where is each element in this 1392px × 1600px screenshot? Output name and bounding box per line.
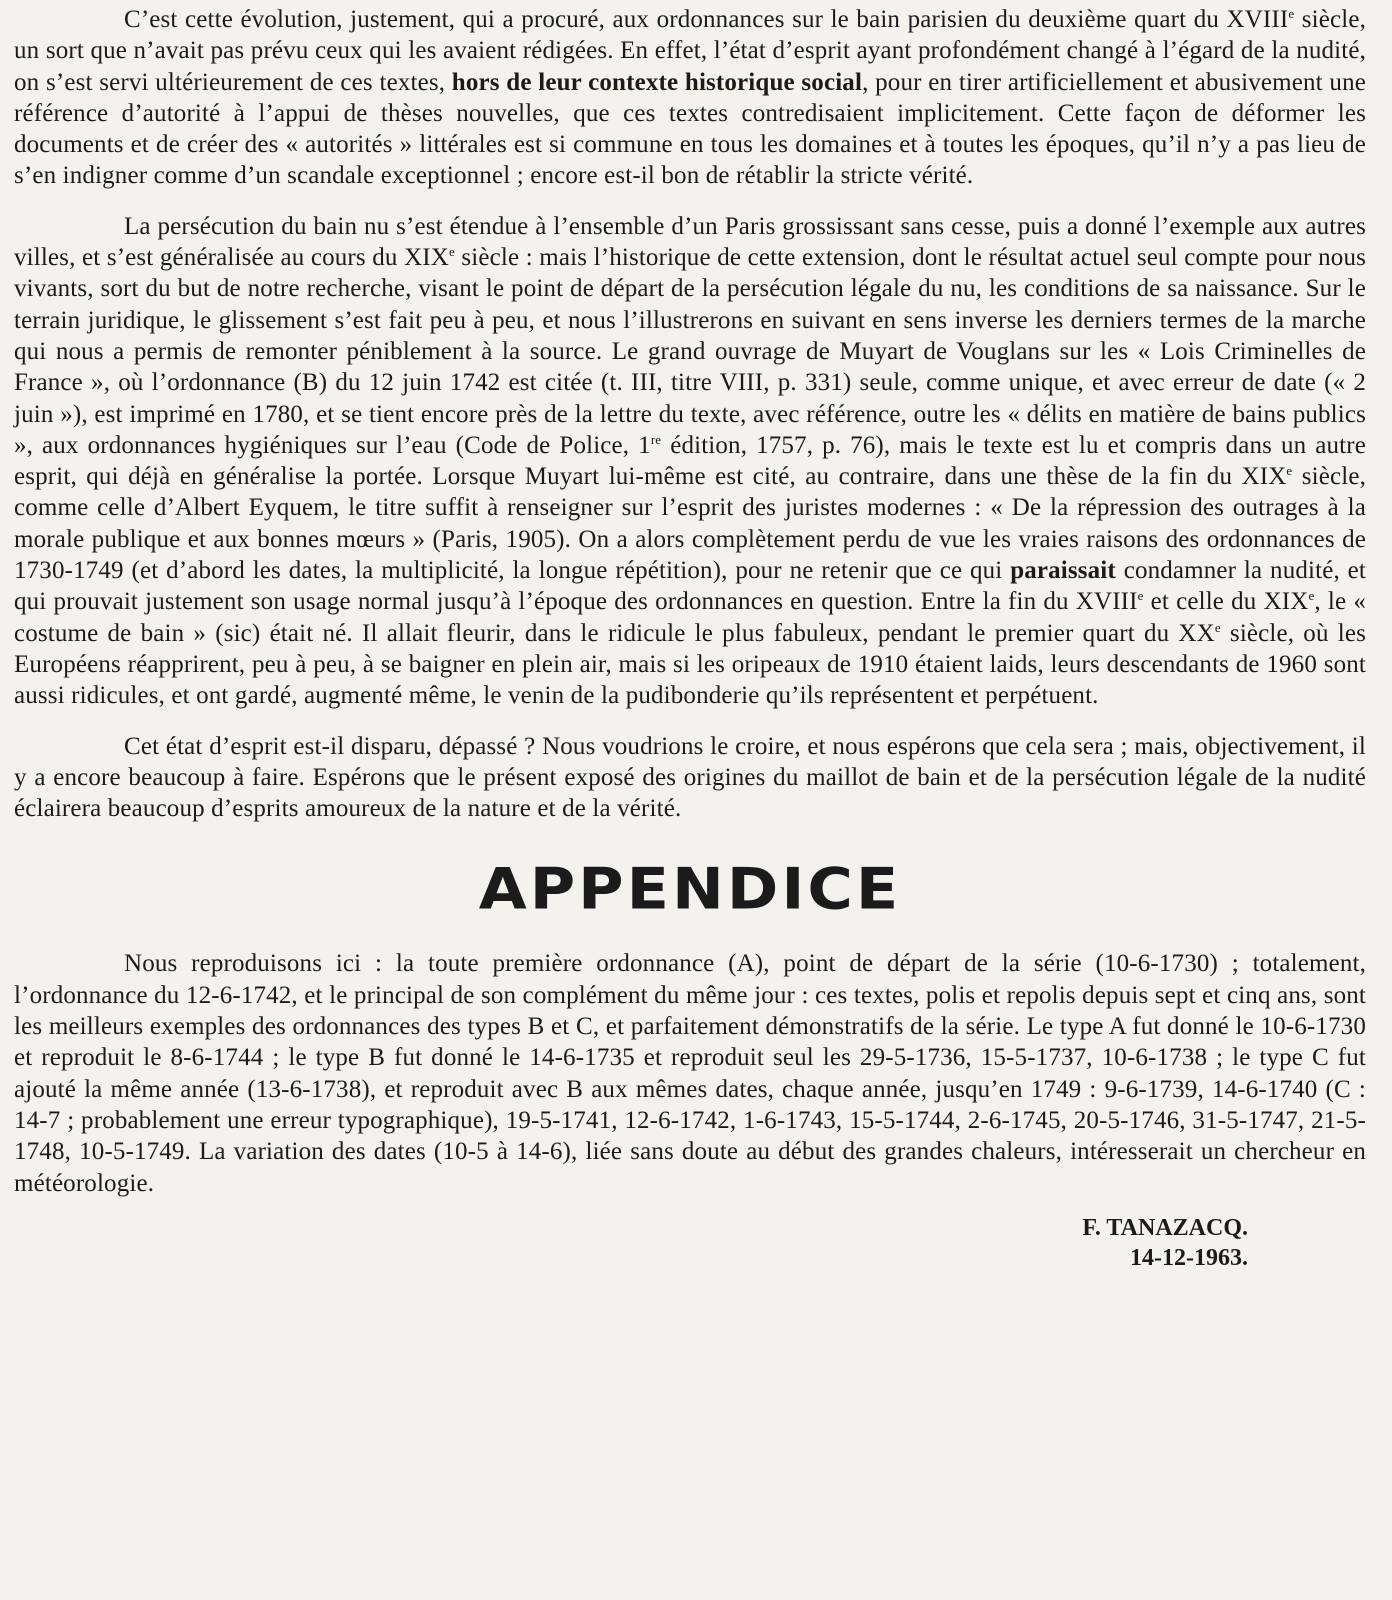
- superscript: e: [1286, 463, 1293, 479]
- paragraph-text: et celle du XIX: [1143, 588, 1309, 616]
- paragraph-text: siècle : mais l’historique de cette extension, dont le résultat actuel seul compte pour nous vivants, sort du but de notre recherche, visant le point de départ de la persécution légale du nu, les conditions de sa naissance. Sur le terrain juridique, le glissement s’est fait peu à peu, et nous l’illustrerons en suivant en sens inverse les derniers termes de la marche qui nous a permis de remonter péniblement à la source. Le grand ouvrage de Muyart de Vouglans sur les « Lois Criminelles de France », où l’ordonnance (B) du 12 juin 1742 est citée (t. III, titre VIII, p. 331) seule, comme unique, et avec erreur de date (« 2 juin »), est imprimé en 1780, et se tient encore près de la lettre du texte, avec référence, outre les « délits en matière de bains publics », aux ordonnances hygiéniques sur l’eau (Code de Police, 1: [14, 244, 1366, 459]
- bold-emphasis: hors de leur contexte historique social: [451, 68, 863, 96]
- superscript: re: [650, 431, 662, 447]
- superscript: e: [448, 244, 455, 260]
- paragraph-text: , pour en tirer artificiellement et abusivement une référence d’autorité à l’appui de thèses nouvelles, que ces textes contredisaient implicitement. Cette façon de déformer les documents et de créer des « autorités » littérales est si commune en tous les domaines et à toutes les époques, qu’il n’y a pas lieu de s’en indigner comme d’un scandale exceptionnel ; encore est-il bon de rétablir la stricte vérité.: [14, 68, 1366, 190]
- paragraph-evolution: [14, 4, 1366, 192]
- author-signature: F. TANAZACQ.: [1082, 1214, 1248, 1241]
- paragraph-persecution: [14, 211, 1366, 712]
- paragraph-text: siècle, comme celle d’Albert Eyquem, le titre suffit à renseigner sur l’esprit des juristes modernes : « De la répression des outrages à la morale publique et aux bonnes mœurs » (Paris, 1905). On a alors complètement perdu de vue les vraies raisons des ordonnances de 1730-1749 (et d’abord les dates, la multiplicité, la longue répétition), pour ne retenir que ce qui: [14, 463, 1366, 585]
- superscript: e: [1137, 588, 1144, 604]
- paragraph-text: Nous reproduisons ici : la toute première ordonnance (A), point de départ de la série (10-6-1730) ; totalement, l’ordonnance du 12-6-1742, et le principal de son complément du même jour : ces textes, polis et repolis depuis sept et cinq ans, sont les meilleurs exemples des ordonnances des types B et C, et parfaitement démonstratifs de la série. Le type A fut donné le 10-6-1730 et reproduit le 8-6-1744 ; le type B fut donné le 14-6-1735 et reproduit seul les 29-5-1736, 15-5-1737, 10-6-1738 ; le type C fut ajouté la même année (13-6-1738), et reproduit avec B aux mêmes dates, chaque année, jusqu’en 1749 : 9-6-1739, 14-6-1740 (C : 14-7 ; probablement une erreur typographique), 19-5-1741, 12-6-1742, 1-6-1743, 15-5-1744, 2-6-1745, 20-5-1746, 31-5-1747, 21-5-1748, 10-5-1749. La variation des dates (10-5 à 14-6), liée sans doute au début des grandes chaleurs, intéresserait un chercheur en météorologie.: [14, 950, 1366, 1197]
- paragraph-appendix: [14, 948, 1366, 1198]
- paragraph-text: C’est cette évolution, justement, qui a procuré, aux ordonnances sur le bain parisien du deuxième quart du XVIII: [124, 6, 1289, 33]
- paragraph-text: siècle, où les Européens réapprirent, peu à peu, à se baigner en plein air, mais si les oripeaux de 1910 étaient laids, leurs descendants de 1960 sont aussi ridicules, et ont gardé, augmenté même, le venin de la pudibonderie qu’ils représentent et perpétuent.: [14, 619, 1367, 710]
- paragraph-text: , le « costume de bain » (sic) était né. Il allait fleurir, dans le ridicule le plus fabuleux, pendant le premier quart du XX: [14, 588, 1366, 647]
- paragraph-text: siècle, un sort que n’avait pas prévu ceux qui les avaient rédigées. En effet, l’état d’esprit ayant profondément changé à l’égard de la nudité, on s’est servi ultérieurement de ces textes,: [14, 6, 1367, 96]
- superscript: e: [1214, 619, 1221, 635]
- paragraph-text: édition, 1757, p. 76), mais le texte est lu et compris dans un autre esprit, qui déjà en généralise la portée. Lorsque Muyart lui-même est cité, au contraire, dans une thèse de la fin du XIX: [14, 431, 1366, 491]
- paragraph-text: La persécution du bain nu s’est étendue à l’ensemble d’un Paris grossissant sans cesse, puis a donné l’exemple aux autres villes, et s’est généralisée au cours du XIX: [14, 212, 1366, 272]
- signature-date: 14-12-1963.: [1130, 1244, 1248, 1271]
- appendix-heading: APPENDICE: [478, 855, 902, 923]
- superscript: e: [1308, 588, 1315, 604]
- paragraph-text: condamner la nudité, et qui prouvait justement son usage normal jusqu’à l’époque des ordonnances en question. Entre la fin du XVIII: [14, 557, 1366, 616]
- bold-emphasis: paraissait: [1010, 557, 1116, 585]
- paragraph-text: Cet état d’esprit est-il disparu, dépassé ? Nous voudrions le croire, et nous espérons que cela sera ; mais, objectivement, il y a encore beaucoup à faire. Espérons que le présent exposé des origines du maillot de bain et de la persécution légale de la nudité éclairera beaucoup d’esprits amoureux de la nature et de la vérité.: [14, 732, 1366, 823]
- superscript: e: [1288, 6, 1295, 21]
- paragraph-conclusion: [14, 731, 1366, 825]
